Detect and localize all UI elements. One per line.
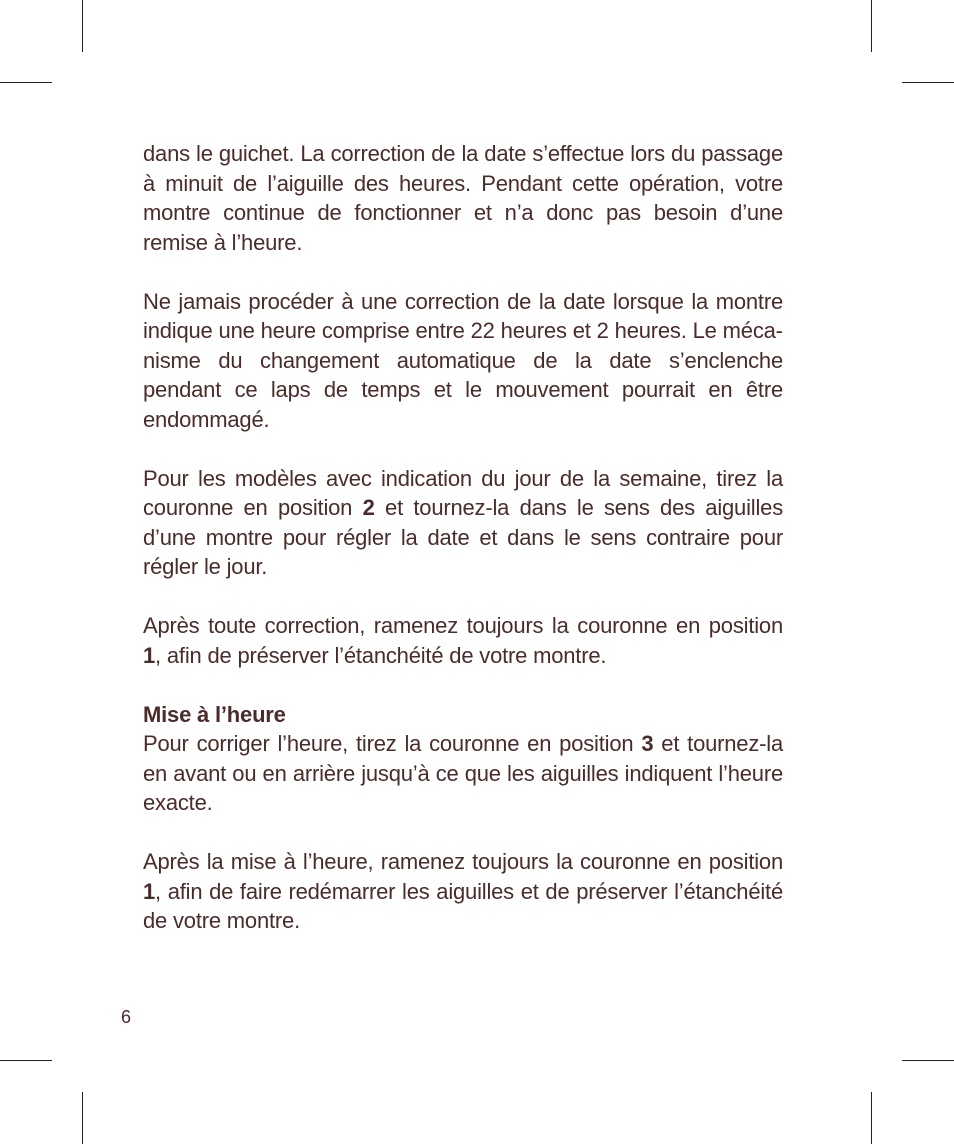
- crop-mark-bottom-right-horizontal: [902, 1060, 954, 1061]
- crop-mark-bottom-left-vertical: [82, 1092, 83, 1144]
- crop-mark-bottom-left-horizontal: [0, 1060, 52, 1061]
- text-segment: Après toute correction, ramenez toujours la couronne en position: [143, 613, 783, 638]
- text-segment: Pour les modèles avec indication du jour de la semaine, tirez la couronne en position: [143, 465, 783, 520]
- crown-position-number: 1: [143, 642, 156, 668]
- text-segment: Pour corriger l’heure, tirez la couronne en position: [143, 731, 642, 756]
- crown-position-number: 2: [362, 495, 375, 520]
- section-heading: Mise à l’heure: [143, 701, 286, 727]
- crown-position-number: 3: [641, 731, 654, 756]
- crown-position-number: 1: [143, 878, 156, 904]
- page-number: 6: [121, 1007, 132, 1027]
- paragraph-date-correction: dans le guichet. La correction de la date s’effectue lors du passage à minuit de l’aiguille des heures. Pendant cette opération, votre montre continue de fonctionner et n’a donc pas besoin d’une remise à l’heure.: [143, 141, 783, 255]
- text-segment: Après la mise à l’heure, ramenez toujours la couronne en position: [143, 849, 783, 874]
- crop-mark-top-left-horizontal: [0, 82, 52, 83]
- text-segment: , afin de préserver l’étanchéité de votre montre.: [155, 642, 607, 668]
- page-body: [143, 139, 783, 936]
- text-segment: et tournez-la en avant ou en arrière jusqu’à ce que les aiguilles indiquent l’heure exacte.: [143, 731, 783, 815]
- paragraph-after-correction: [143, 611, 783, 670]
- paragraph-date-warning: Ne jamais procéder à une correction de la date lorsque la montre indique une heure comprise entre 22 heures et 2 heures. Le mécanisme du changement automatique de la date s’enclenche pendant ce laps de temps et le mouvement pourrait en être endommagé.: [143, 288, 783, 432]
- paragraph-day-setting: [143, 464, 783, 582]
- crop-mark-top-right-vertical: [871, 0, 872, 52]
- paragraph-after-time-setting: [143, 847, 783, 936]
- crop-mark-bottom-right-vertical: [871, 1092, 872, 1144]
- text-segment: , afin de faire redémarrer les aiguilles et de préserver l’étanchéité de votre montre.: [143, 878, 783, 933]
- paragraph-time-setting: [143, 729, 783, 818]
- text-segment: et tournez-la dans le sens des aiguilles d’une montre pour régler la date et dans le sens contraire pour régler le jour.: [143, 495, 783, 579]
- crop-mark-top-left-vertical: [82, 0, 83, 52]
- crop-mark-top-right-horizontal: [902, 82, 954, 83]
